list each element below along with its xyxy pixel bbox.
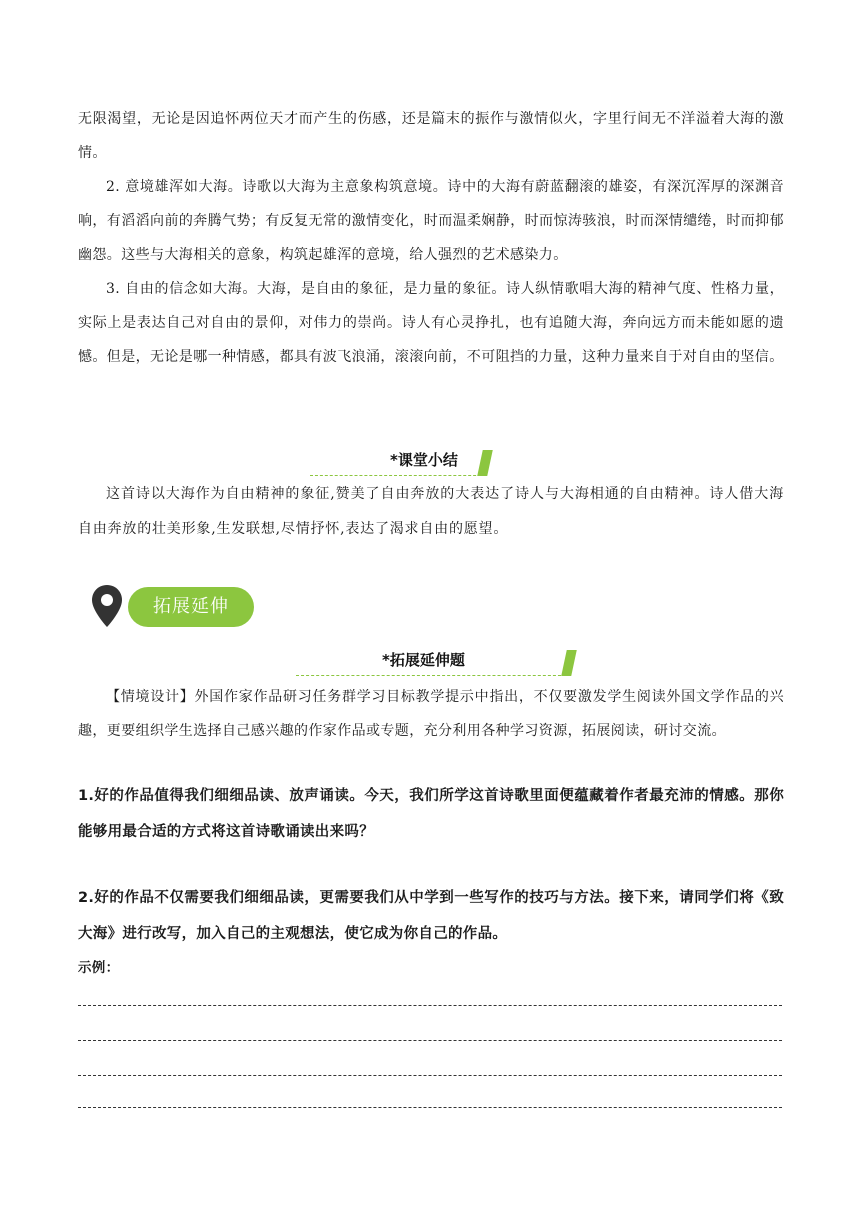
heading-dashed-underline bbox=[296, 675, 566, 676]
answer-line[interactable] bbox=[78, 1005, 782, 1006]
paragraph-continuation: 无限渴望，无论是因追怀两位天才而产生的伤感，还是篇末的振作与激情似火，字里行间无不洋溢着大海的激情。 bbox=[78, 111, 784, 161]
extension-banner bbox=[90, 582, 260, 632]
context-design-text: 【情境设计】外国作家作品研习任务群学习目标教学提示中指出，不仅要激发学生阅读外国文学作品的兴趣，更要组织学生选择自己感兴趣的作家作品或专题，充分利用各种学习资源，拓展阅读，研讨交流。 bbox=[78, 689, 784, 739]
extension-heading-text: *拓展延伸题 bbox=[382, 651, 465, 669]
summary-text: 这首诗以大海作为自由精神的象征,赞美了自由奔放的大表达了诗人与大海相通的自由精神。诗人借大海自由奔放的壮美形象,生发联想,尽情抒怀,表达了渴求自由的愿望。 bbox=[78, 486, 784, 537]
answer-line[interactable] bbox=[78, 1040, 782, 1041]
summary-heading bbox=[310, 436, 494, 476]
summary-heading-text: *课堂小结 bbox=[390, 451, 458, 469]
extension-question-heading bbox=[296, 636, 582, 676]
map-pin-icon bbox=[90, 584, 124, 628]
paragraph-point-3: 3. 自由的信念如大海。大海，是自由的象征，是力量的象征。诗人纵情歌唱大海的精神气度、性格力量，实际上是表达自己对自由的景仰，对伟力的崇尚。诗人有心灵挣扎，也有追随大海，奔向远方而未能如愿的遗憾。但是，无论是哪一种情感，都具有波飞浪涌，滚滚向前，不可阻挡的力量，这种力量来自于对自由的坚信。 bbox=[78, 281, 784, 365]
question-2: 2.好的作品不仅需要我们细细品读，更需要我们从中学到一些写作的技巧与方法。接下来，请同学们将《致大海》进行改写，加入自己的主观想法，使它成为你自己的作品。 bbox=[78, 890, 784, 942]
example-label: 示例： bbox=[78, 960, 120, 976]
answer-line[interactable] bbox=[78, 1075, 782, 1076]
paragraph-point-2: 2. 意境雄浑如大海。诗歌以大海为主意象构筑意境。诗中的大海有蔚蓝翻滚的雄姿，有深沉浑厚的深渊音响，有滔滔向前的奔腾气势；有反复无常的激情变化，时而温柔娴静，时而惊涛骇浪，时而深情缱绻，时而抑郁幽怨。这些与大海相关的意象，构筑起雄浑的意境，给人强烈的艺术感染力。 bbox=[78, 179, 784, 263]
heading-dashed-underline bbox=[310, 475, 486, 476]
answer-line[interactable] bbox=[78, 1107, 782, 1108]
heading-green-slash bbox=[477, 450, 493, 476]
extension-banner-label: 拓展延伸 bbox=[128, 587, 254, 627]
heading-green-slash bbox=[561, 650, 577, 676]
question-1: 1.好的作品值得我们细细品读、放声诵读。今天，我们所学这首诗歌里面便蕴藏着作者最充沛的情感。那你能够用最合适的方式将这首诗歌诵读出来吗？ bbox=[78, 788, 784, 840]
